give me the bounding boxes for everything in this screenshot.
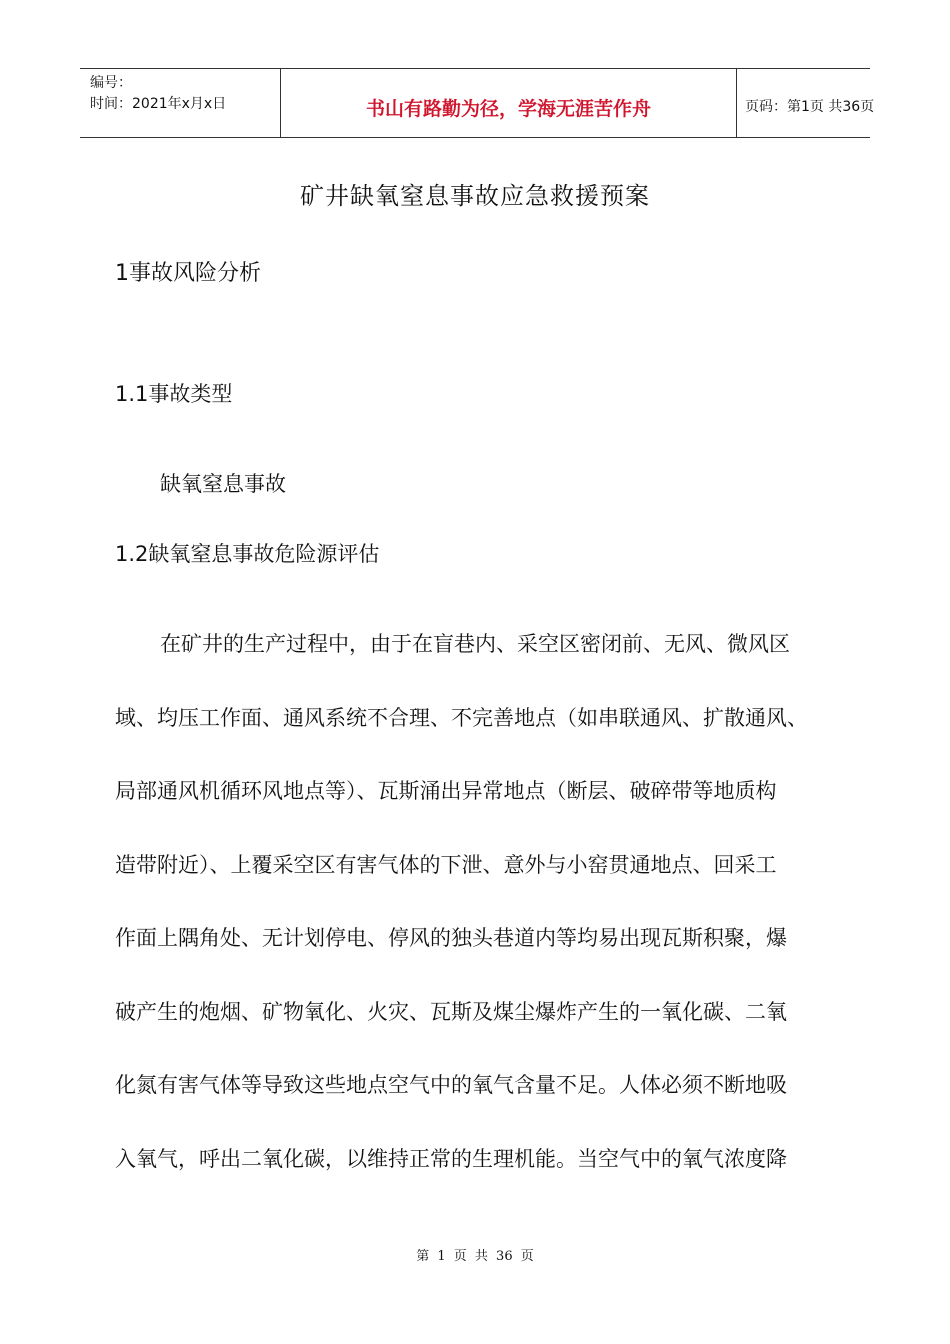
document-title: 矿井缺氧窒息事故应急救援预案 [300,182,650,210]
page-footer: 第 1 页 共 36 页 [416,1249,534,1264]
header-page-info: 页码：第1页 共36页 [745,99,875,115]
paragraph-line: 在矿井的生产过程中，由于在盲巷内、采空区密闭前、无风、微风区 [160,632,790,656]
paragraph-line: 入氧气，呼出二氧化碳，以维持正常的生理机能。当空气中的氧气浓度降 [115,1146,787,1171]
header-left-cell [80,69,280,137]
paragraph-line: 破产生的炮烟、矿物氧化、火灾、瓦斯及煤尘爆炸产生的一氧化碳、二氧 [115,999,787,1024]
section-heading-1-1: 1.1事故类型 [115,382,233,406]
header-table [80,68,875,138]
body-paragraph [115,628,875,1216]
time-label: 时间：2021年x月x日 [90,96,227,112]
serial-number-label: 编号： [90,75,132,91]
paragraph-line: 局部通风机循环风地点等）、瓦斯涌出异常地点（断层、破碎带等地质构 [115,779,777,803]
paragraph-line: 作面上隅角处、无计划停电、停风的独头巷道内等均易出现瓦斯积聚，爆 [115,926,787,950]
section-heading-1-2: 1.2缺氧窒息事故危险源评估 [115,542,380,566]
motto-text: 书山有路勤为径，学海无涯苦作舟 [365,98,651,120]
accident-type-text: 缺氧窒息事故 [160,472,286,496]
paragraph-line: 域、均压工作面、通风系统不合理、不完善地点（如串联通风、扩散通风、 [115,705,808,730]
paragraph-line: 化氮有害气体等导致这些地点空气中的氧气含量不足。人体必须不断地吸 [115,1073,787,1097]
header-right-cell [736,69,875,137]
paragraph-line: 造带附近）、上覆采空区有害气体的下泄、意外与小窑贯通地点、回采工 [115,852,777,877]
section-heading-1: 1事故风险分析 [115,261,261,286]
header-center-cell [280,69,737,137]
